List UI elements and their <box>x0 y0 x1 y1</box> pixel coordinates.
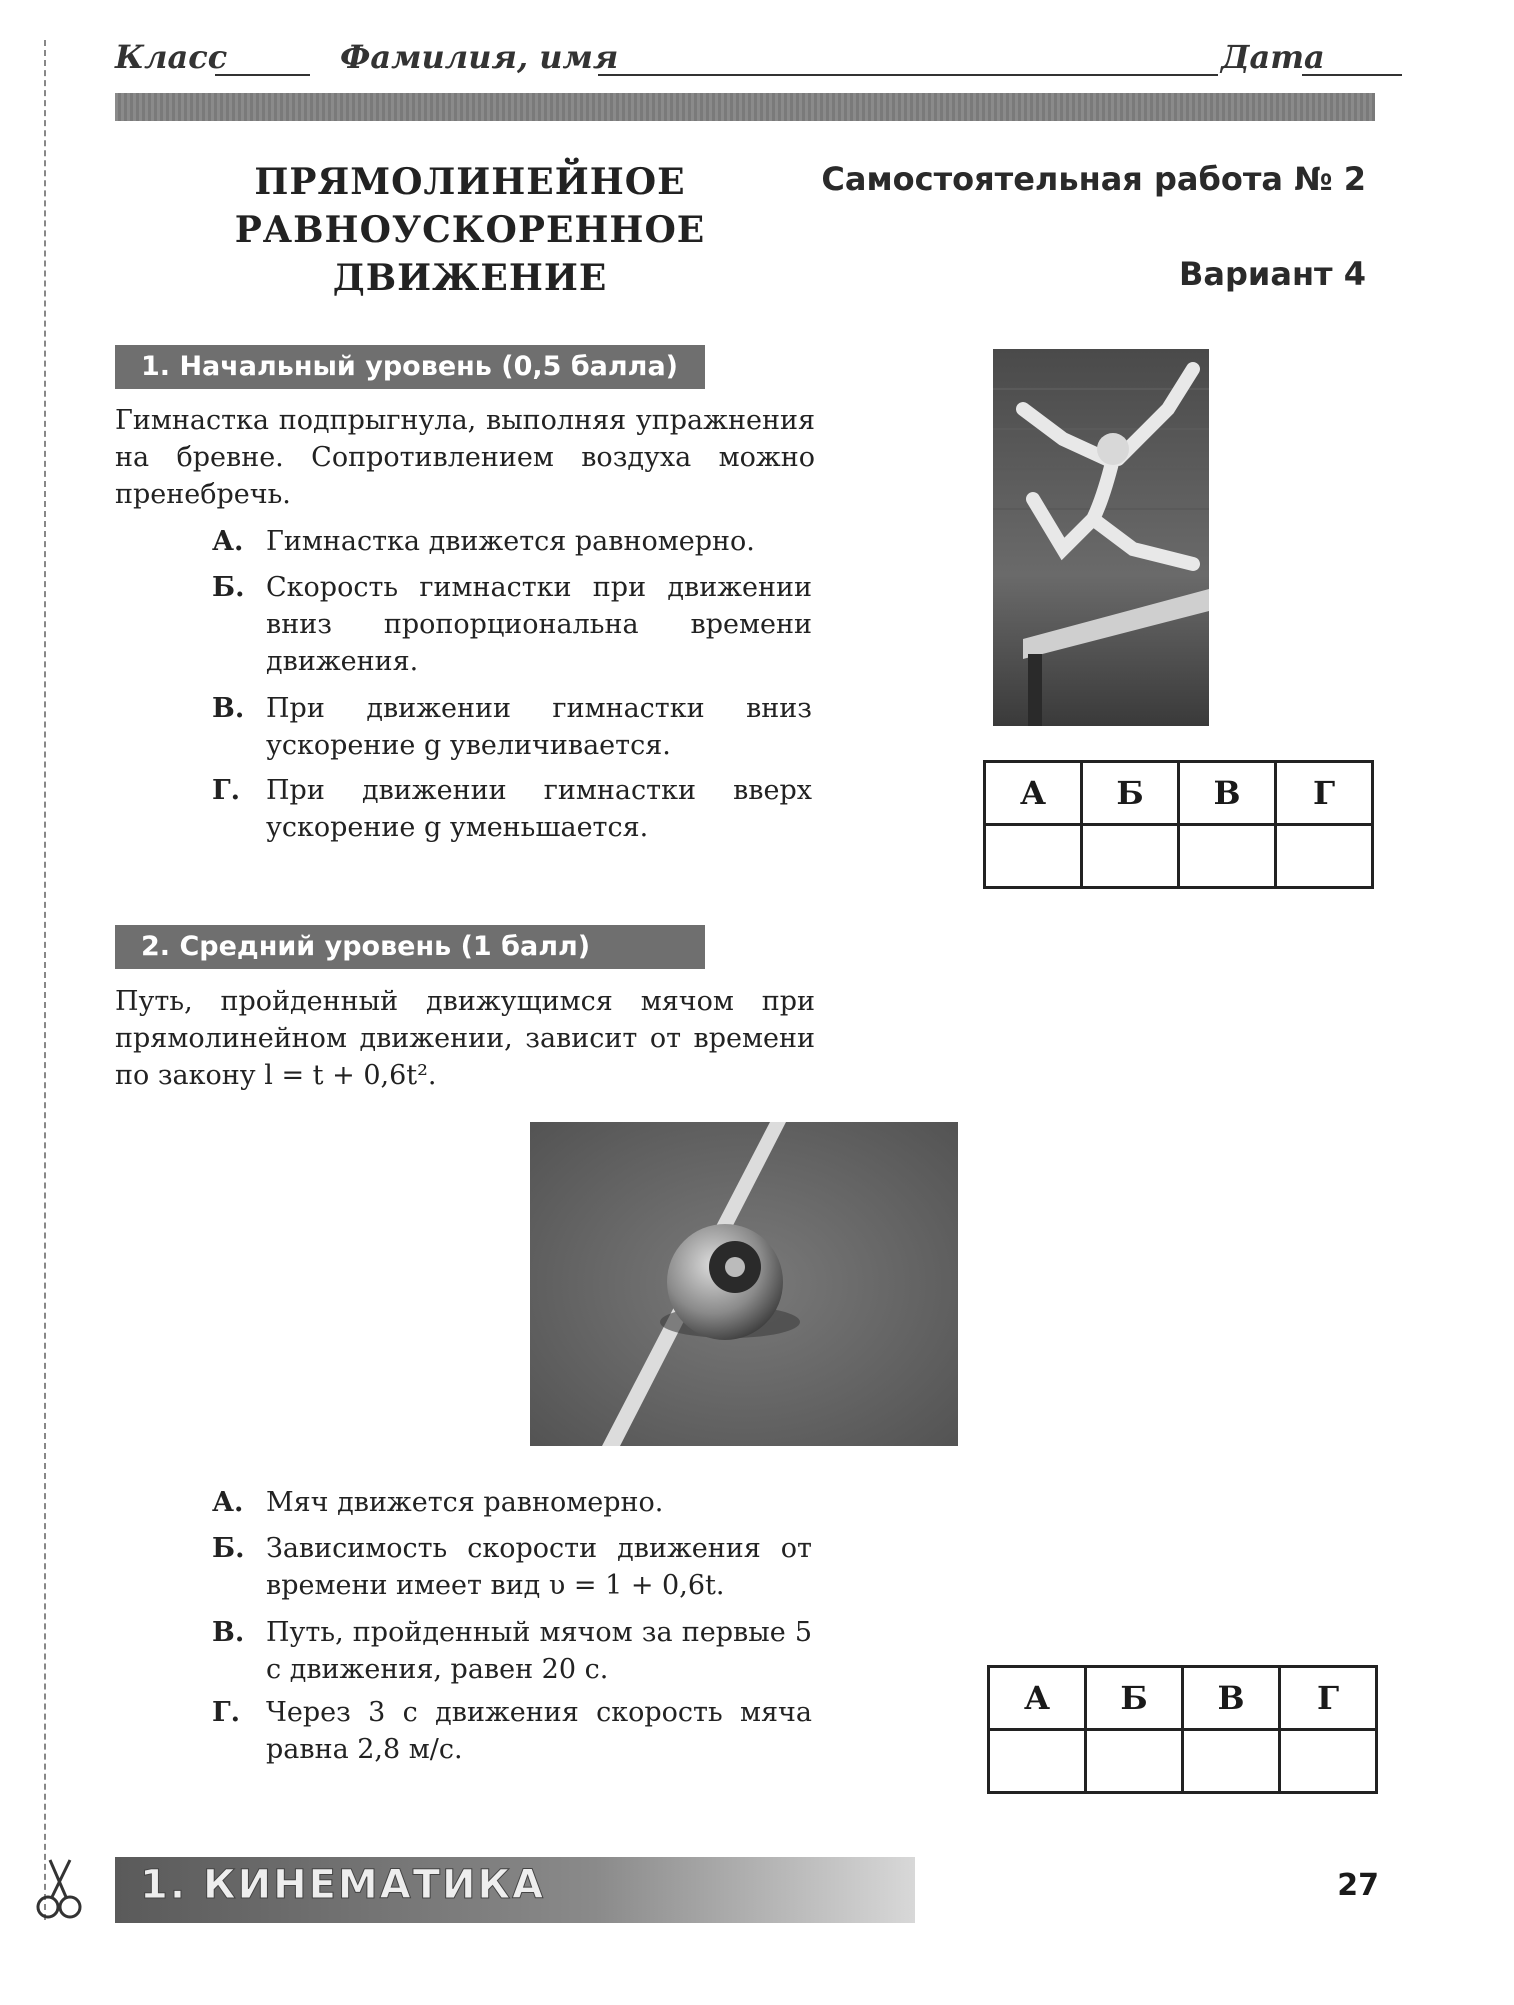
class-field[interactable] <box>215 74 310 76</box>
cut-line <box>44 40 46 1920</box>
page-title: ПРЯМОЛИНЕЙНОЕ РАВНОУСКОРЕННОЕ ДВИЖЕНИЕ <box>234 161 706 299</box>
answer-cell[interactable] <box>985 825 1082 888</box>
task1-text: Гимнастка подпрыгнула, выполняя упражнения на бревне. Сопротивлением воздуха можно пренебречь. <box>115 405 815 510</box>
answer-table-2 <box>987 1665 1378 1794</box>
task2-option-v <box>212 1614 812 1688</box>
task1-option-a <box>212 523 812 560</box>
date-label: Дата <box>1221 38 1325 76</box>
scissors-icon <box>30 1855 90 1925</box>
option-letter: А. <box>212 1487 244 1518</box>
option-letter: Г. <box>212 1697 241 1728</box>
ball-photo <box>530 1122 958 1446</box>
answer-cell[interactable] <box>1280 1730 1377 1793</box>
header-bar <box>115 93 1375 121</box>
answer-header-b: Б <box>1082 762 1179 825</box>
name-field[interactable] <box>598 74 1218 76</box>
answer-header-v: В <box>1183 1667 1280 1730</box>
option-letter: Б. <box>212 1533 245 1564</box>
task1-heading: 1. Начальный уровень (0,5 балла) <box>115 345 705 389</box>
answer-header-g: Г <box>1280 1667 1377 1730</box>
task2-text: Путь, пройденный движущимся мячом при прямолинейном движении, зависит от времени по закону l = t + 0,6t². <box>115 986 815 1091</box>
task2-heading: 2. Средний уровень (1 балл) <box>115 925 705 969</box>
answer-header-g: Г <box>1276 762 1373 825</box>
date-field[interactable] <box>1302 74 1402 76</box>
answer-header-v: В <box>1179 762 1276 825</box>
answer-table-1 <box>983 760 1374 889</box>
answer-cell[interactable] <box>1179 825 1276 888</box>
answer-header-b: Б <box>1086 1667 1183 1730</box>
gymnast-photo <box>993 349 1209 726</box>
work-label: Самостоятельная работа № 2 <box>821 160 1366 198</box>
name-label: Фамилия, имя <box>340 38 619 76</box>
task2-option-g <box>212 1694 812 1768</box>
section-title: 1. КИНЕМАТИКА <box>140 1862 546 1908</box>
task1-option-v <box>212 690 812 764</box>
task2-option-a <box>212 1484 812 1521</box>
option-text: Скорость гимнастки при движении вниз пропорциональна времени движения. <box>266 572 812 677</box>
answer-cell[interactable] <box>1183 1730 1280 1793</box>
option-text: Мяч движется равномерно. <box>266 1487 664 1518</box>
option-text: Путь, пройденный мячом за первые 5 с движения, равен 20 с. <box>266 1617 812 1685</box>
answer-cell[interactable] <box>989 1730 1086 1793</box>
option-letter: В. <box>212 1617 245 1648</box>
task1-option-g <box>212 772 812 846</box>
answer-header-a: А <box>985 762 1082 825</box>
option-text: При движении гимнастки вверх ускорение g уменьшается. <box>266 775 812 843</box>
answer-cell[interactable] <box>1082 825 1179 888</box>
task2-option-b <box>212 1530 812 1604</box>
variant-label: Вариант 4 <box>1179 255 1366 293</box>
student-header <box>115 38 1335 82</box>
option-text: Гимнастка движется равномерно. <box>266 526 755 557</box>
option-letter: В. <box>212 693 245 724</box>
answer-cell[interactable] <box>1086 1730 1183 1793</box>
option-letter: А. <box>212 526 244 557</box>
option-letter: Г. <box>212 775 241 806</box>
option-text: Через 3 с движения скорость мяча равна 2,8 м/с. <box>266 1697 812 1765</box>
class-label: Класс <box>115 38 228 76</box>
option-text: При движении гимнастки вниз ускорение g увеличивается. <box>266 693 812 761</box>
answer-cell[interactable] <box>1276 825 1373 888</box>
answer-header-a: А <box>989 1667 1086 1730</box>
option-text: Зависимость скорости движения от времени имеет вид υ = 1 + 0,6t. <box>266 1533 812 1601</box>
option-letter: Б. <box>212 572 245 603</box>
task1-option-b <box>212 569 812 680</box>
page-number: 27 <box>1337 1868 1379 1903</box>
